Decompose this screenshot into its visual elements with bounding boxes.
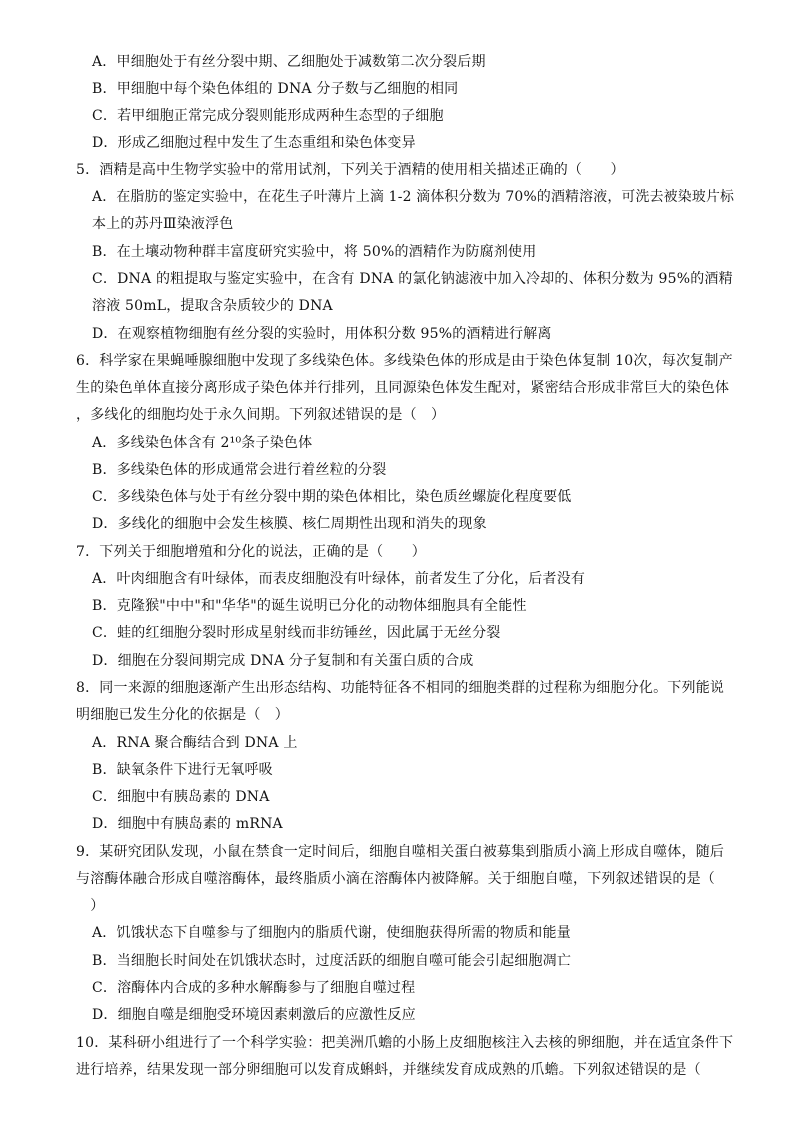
q4-option-b: B．甲细胞中每个染色体组的 DNA 分子数与乙细胞的相同 [92, 81, 459, 97]
q4-option-c: C．若甲细胞正常完成分裂则能形成两种生态型的子细胞 [92, 108, 444, 124]
q6-option-b: B．多线染色体的形成通常会进行着丝粒的分裂 [92, 462, 387, 478]
q8-option-b: B．缺氧条件下进行无氧呼吸 [92, 762, 273, 778]
q9-stem: 9．某研究团队发现，小鼠在禁食一定时间后，细胞自噬相关蛋白被募集到脂质小滴上形成自噬体，随后 [76, 844, 725, 860]
q6-stem: 6．科学家在果蝇唾腺细胞中发现了多线染色体。多线染色体的形成是由于染色体复制 10次，每次复制产 [76, 353, 733, 369]
q8-option-d: D．细胞中有胰岛素的 mRNA [92, 816, 283, 832]
q4-option-a: A．甲细胞处于有丝分裂中期、乙细胞处于减数第二次分裂后期 [92, 54, 486, 70]
q5-option-c: C．DNA 的粗提取与鉴定实验中，在含有 DNA 的氯化钠滤液中加入冷却的、体积分数为 95%的酒精 [92, 271, 733, 287]
q6-option-c: C．多线染色体与处于有丝分裂中期的染色体相比，染色质丝螺旋化程度要低 [92, 489, 572, 505]
q9-stem-line3: ） [76, 898, 105, 914]
q5-option-d: D．在观察植物细胞有丝分裂的实验时，用体积分数 95%的酒精进行解离 [92, 326, 552, 342]
q5-option-b: B．在土壤动物种群丰富度研究实验中，将 50%的酒精作为防腐剂使用 [92, 244, 537, 260]
q9-option-b: B．当细胞长时间处在饥饿状态时，过度活跃的细胞自噬可能会引起细胞凋亡 [92, 953, 572, 969]
q8-option-c: C．细胞中有胰岛素的 DNA [92, 789, 270, 805]
q6-option-a: A．多线染色体含有 2¹⁰条子染色体 [92, 435, 313, 451]
q7-option-d: D．细胞在分裂间期完成 DNA 分子复制和有关蛋白质的合成 [92, 653, 474, 669]
q8-stem: 8．同一来源的细胞逐渐产生出形态结构、功能特征各不相同的细胞类群的过程称为细胞分化。下列能说 [76, 680, 725, 696]
q8-option-a: A．RNA 聚合酶结合到 DNA 上 [92, 735, 298, 751]
q4-option-d: D．形成乙细胞过程中发生了生态重组和染色体变异 [92, 135, 416, 151]
q9-stem-line2: 与溶酶体融合形成自噬溶酶体，最终脂质小滴在溶酶体内被降解。关于细胞自噬，下列叙述错误的是（ [76, 871, 715, 887]
q7-option-c: C．蛙的红细胞分裂时形成星射线而非纺锤丝，因此属于无丝分裂 [92, 625, 501, 641]
q6-stem-line3: ，多线化的细胞均处于永久间期。下列叙述错误的是（ ） [76, 407, 446, 423]
q5-option-a-cont: 本上的苏丹Ⅲ染液浮色 [92, 216, 234, 232]
q5-stem: 5．酒精是高中生物学实验中的常用试剂，下列关于酒精的使用相关描述正确的（ ） [76, 162, 625, 178]
q10-stem: 10．某科研小组进行了一个科学实验：把美洲爪蟾的小肠上皮细胞核注入去核的卵细胞，并在适宜条件下 [76, 1035, 734, 1051]
q7-option-b: B．克隆猴"中中"和"华华"的诞生说明已分化的动物体细胞具有全能性 [92, 598, 527, 614]
q8-stem-line2: 明细胞已发生分化的依据是（ ） [76, 707, 289, 723]
q9-option-c: C．溶酶体内合成的多种水解酶参与了细胞自噬过程 [92, 980, 416, 996]
q7-stem: 7．下列关于细胞增殖和分化的说法，正确的是（ ） [76, 544, 426, 560]
q5-option-a: A．在脂肪的鉴定实验中，在花生子叶薄片上滴 1-2 滴体积分数为 70%的酒精溶液，可洗去被染玻片标 [92, 189, 735, 205]
q9-option-d: D．细胞自噬是细胞受环境因素刺激后的应激性反应 [92, 1007, 416, 1023]
q10-stem-line2: 进行培养，结果发现一部分卵细胞可以发育成蝌蚪，并继续发育成成熟的爪蟾。下列叙述错误的是（ [76, 1062, 701, 1078]
q9-option-a: A．饥饿状态下自噬参与了细胞内的脂质代谢，使细胞获得所需的物质和能量 [92, 925, 571, 941]
q5-option-c-cont: 溶液 50mL，提取含杂质较少的 DNA [92, 298, 333, 314]
q7-option-a: A．叶肉细胞含有叶绿体，而表皮细胞没有叶绿体，前者发生了分化，后者没有 [92, 571, 586, 587]
q6-stem-line2: 生的染色单体直接分离形成子染色体并行排列，且同源染色体发生配对，紧密结合形成非常巨大的染色体 [76, 380, 730, 396]
q6-option-d: D．多线化的细胞中会发生核膜、核仁周期性出现和消失的现象 [92, 516, 487, 532]
